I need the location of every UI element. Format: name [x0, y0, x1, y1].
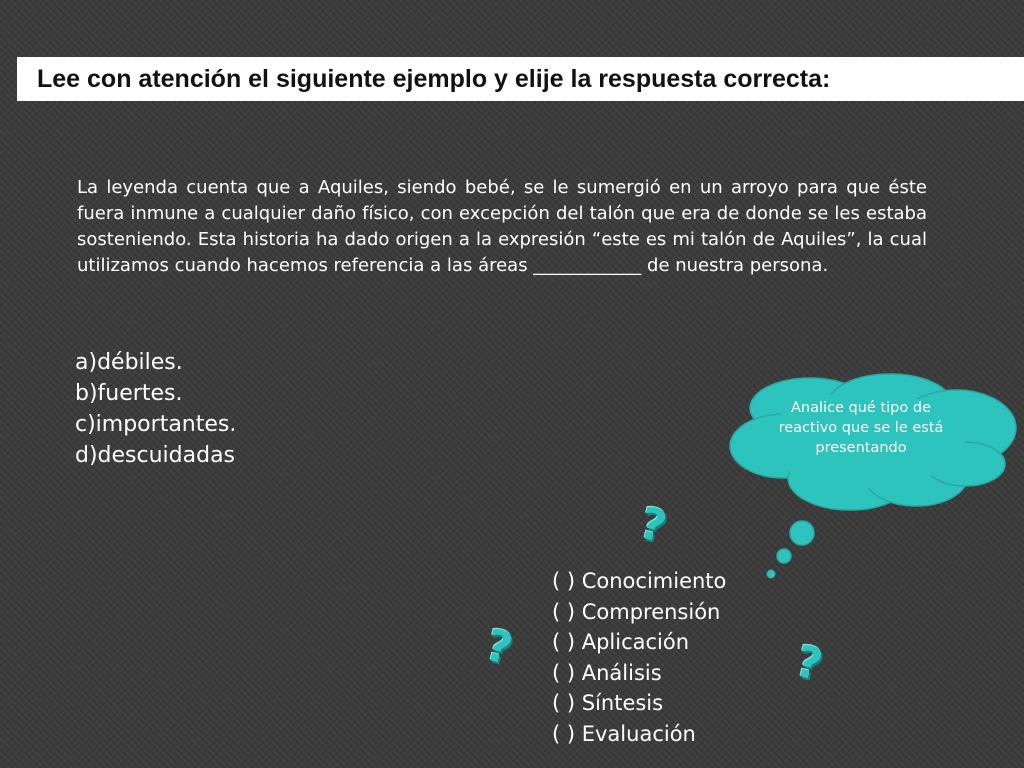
slide-title: Lee con atención el siguiente ejemplo y elije la respuesta correcta:: [37, 64, 831, 93]
level-conocimiento[interactable]: ( ) Conocimiento: [552, 569, 727, 593]
answer-options: [75, 347, 236, 471]
callout-text: Analice qué tipo de reactivo que se le está presentando: [778, 400, 944, 456]
level-comprension[interactable]: ( ) Comprensión: [552, 599, 721, 624]
answer-option-c[interactable]: c)importantes.: [75, 412, 237, 437]
level-sintesis[interactable]: ( ) Síntesis: [552, 691, 664, 715]
thought-cloud: [720, 368, 1024, 520]
cognitive-levels-list: [552, 566, 726, 749]
example-paragraph: La leyenda cuenta que a Aquiles, siendo bebé, se le sumergió en un arroyo para que éste fuera inmune a cualquier daño físico, con excepción del talón que era de donde se les estaba sosteniendo. Esta historia ha dado origen a la expresión “este es mi talón de Aquiles”, la cual utilizamos cuando hacemos referencia a las áreas ____________ de nuestra persona.: [77, 177, 927, 276]
bubble-large: [790, 521, 814, 545]
answer-option-d[interactable]: d)descuidadas: [75, 443, 236, 468]
level-analisis[interactable]: ( ) Análisis: [552, 660, 662, 685]
level-aplicacion[interactable]: ( ) Aplicación: [552, 630, 690, 654]
question-mark-icon: ?: [480, 619, 518, 676]
question-mark-icon: ?: [634, 497, 672, 554]
title-bar: [17, 57, 1024, 101]
level-evaluacion[interactable]: ( ) Evaluación: [552, 721, 696, 746]
answer-option-a[interactable]: a)débiles.: [75, 350, 183, 375]
question-mark-icon: ?: [790, 635, 828, 692]
answer-option-b[interactable]: b)fuertes.: [75, 381, 183, 406]
bubble-small: [767, 570, 775, 578]
bubble-medium: [777, 549, 791, 563]
